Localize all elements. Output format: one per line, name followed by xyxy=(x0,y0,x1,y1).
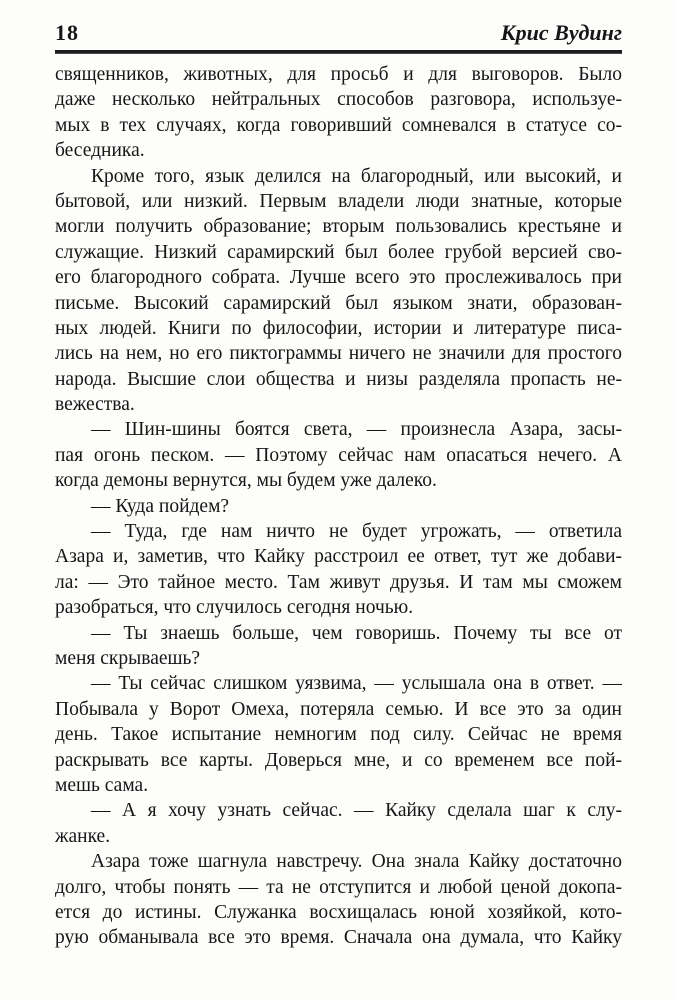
text-line: бытовой, или низкий. Первым владели люди знатные, которые xyxy=(55,190,622,212)
text-line: Азара и, заметив, что Кайку расстроил ее ответ, тут же добави- xyxy=(55,546,622,568)
text-line: когда демоны вернутся, мы будем уже далеко. xyxy=(55,470,437,492)
running-title: Крис Вудинг xyxy=(500,20,622,45)
paragraph xyxy=(55,798,622,849)
text-line: Побывала у Ворот Омеха, потеряла семью. И все это за один xyxy=(55,698,622,720)
text-line: вежества. xyxy=(55,394,135,416)
text-line: — Ты сейчас слишком уязвима, — услышала она в ответ. — xyxy=(91,673,622,695)
text-line: народа. Высшие слои общества и низы разделяла пропасть не- xyxy=(55,368,622,390)
text-line: ется до истины. Служанка восхищалась юной хозяйкой, кото- xyxy=(55,901,622,923)
text-line: — Шин-шины боятся света, — произнесла Азара, засы- xyxy=(91,419,622,441)
paragraph xyxy=(55,417,622,493)
text-line: письме. Высокий сарамирский был языком знати, образован- xyxy=(55,292,622,314)
text-line: лись на нем, но его пиктограммы ничего не значили для простого xyxy=(55,343,622,365)
text-line: — Ты знаешь больше, чем говоришь. Почему ты все от xyxy=(91,622,622,644)
text-line: — А я хочу узнать сейчас. — Кайку сделала шаг к слу- xyxy=(91,800,622,822)
text-line: рую обманывала все это время. Сначала она думала, что Кайку xyxy=(55,927,622,949)
text-line: мешь сама. xyxy=(55,774,149,796)
text-line: жанке. xyxy=(55,825,111,847)
text-line: разобраться, что случилось сегодня ночью. xyxy=(55,597,414,619)
text-line: могли получить образование; вторым пользовались крестьяне и xyxy=(55,216,622,238)
header-rule xyxy=(55,50,622,54)
paragraph xyxy=(55,519,622,621)
text-line: ных людей. Книги по философии, истории и литературе писа- xyxy=(55,317,622,339)
page-header xyxy=(55,20,622,46)
paragraph xyxy=(55,62,622,164)
text-line: — Куда пойдем? xyxy=(91,495,230,517)
page-number: 18 xyxy=(55,20,79,45)
page-body xyxy=(55,62,622,951)
text-line: меня скрываешь? xyxy=(55,647,201,669)
text-line: — Туда, где нам ничто не будет угрожать, — ответила xyxy=(91,521,622,543)
paragraph xyxy=(55,849,622,951)
text-line: беседника. xyxy=(55,140,145,162)
text-line: его благородного собрата. Лучше всего это прослеживалось при xyxy=(55,267,622,289)
text-line: священников, животных, для просьб и для выговоров. Было xyxy=(55,64,622,85)
text-line: Кроме того, язык делился на благородный, или высокий, и xyxy=(91,165,622,187)
text-line: служащие. Низкий сарамирский был более грубой версией сво- xyxy=(55,241,622,263)
text-line: Азара тоже шагнула навстречу. Она знала Кайку достаточно xyxy=(91,851,622,873)
paragraph xyxy=(55,621,622,672)
paragraph xyxy=(55,671,622,798)
text-line: даже несколько нейтральных способов разговора, используе- xyxy=(55,89,622,111)
text-line: долго, чтобы понять — та не отступится и любой ценой докопа- xyxy=(55,876,622,898)
text-line: мых в тех случаях, когда говоривший сомневался в статусе со- xyxy=(55,114,622,136)
paragraph xyxy=(55,164,622,418)
paragraph xyxy=(55,494,622,519)
text-line: ла: — Это тайное место. Там живут друзья. И там мы сможем xyxy=(55,571,622,593)
text-line: день. Такое испытание немногим под силу. Сейчас не время xyxy=(55,724,622,746)
text-line: раскрывать все карты. Доверься мне, и со временем все пой- xyxy=(55,749,622,771)
text-line: пая огонь песком. — Поэтому сейчас нам опасаться нечего. А xyxy=(55,444,622,466)
